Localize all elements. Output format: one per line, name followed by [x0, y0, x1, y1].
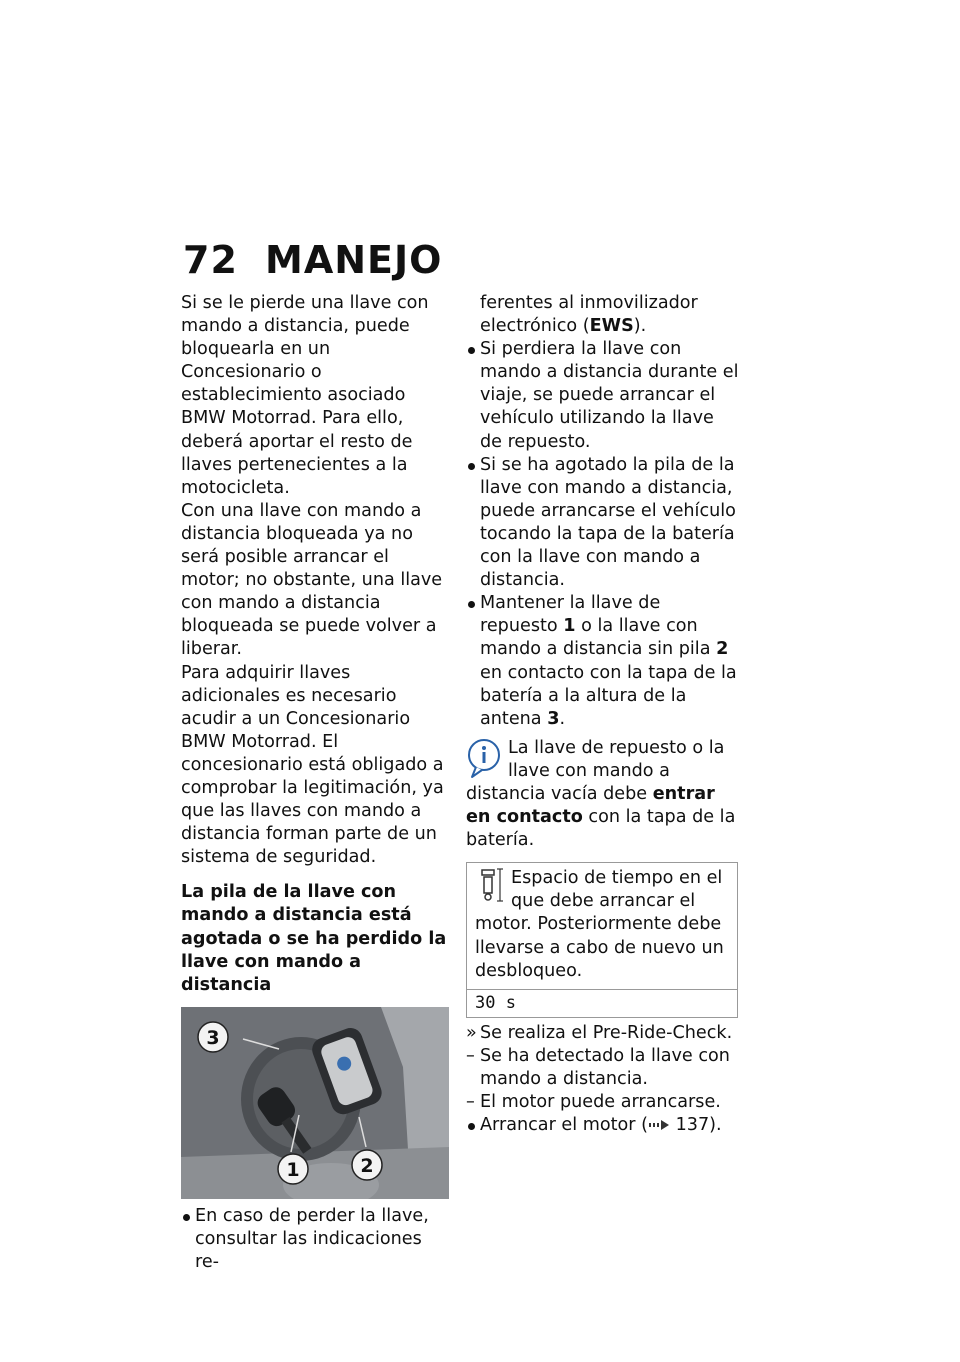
- page-title: MANEJO: [265, 238, 443, 282]
- table-description-row: [467, 863, 737, 988]
- ref-3: 3: [547, 708, 560, 729]
- callout-2: 2: [360, 1154, 374, 1177]
- page-header: [183, 238, 442, 282]
- bullet-item: Si se ha agotado la pila de la llave con mando a distancia, puede arrancarse el vehículo tocando la tapa de la batería con la llave con mando a distancia.: [466, 454, 740, 593]
- page-reference: 137: [675, 1115, 710, 1136]
- bullet-item: Arrancar el motor ( 137).: [466, 1114, 740, 1137]
- page-reference-arrow-icon: [648, 1118, 670, 1132]
- callout-3: 3: [206, 1026, 220, 1049]
- paragraph: Con una llave con mando a distancia bloqueada ya no será posible arrancar el motor; no obstante, una llave con mando a distancia bloqueada se puede volver a liberar.: [181, 500, 443, 660]
- left-column: [181, 292, 449, 1274]
- ews-term: EWS: [589, 316, 634, 337]
- bullet-item: En caso de perder la llave, consultar las indicaciones re-: [181, 1205, 449, 1274]
- bullet-item: Si perdiera la llave con mando a distancia durante el viaje, se puede arrancar el vehículo utilizando la llave de repuesto.: [466, 338, 740, 453]
- info-icon: [466, 737, 502, 779]
- ref-2: 2: [716, 639, 729, 660]
- key-figure-illustration: [181, 1007, 449, 1199]
- result-item: » Se realiza el Pre-Ride-Check.: [466, 1022, 740, 1045]
- result-item: – El motor puede arrancarse.: [466, 1091, 740, 1114]
- paragraph: Si se le pierde una llave con mando a distancia, puede bloquearla en un Concesionario o establecimiento asociado BMW Motorrad. Para ello, deberá aportar el resto de llaves pertenecientes a la motocicleta.: [181, 293, 429, 498]
- result-item: – Se ha detectado la llave con mando a distancia.: [466, 1045, 740, 1091]
- table-description: Espacio de tiempo en el que debe arrancar el motor. Posteriormente debe llevarse a cabo de nuevo un desbloqueo.: [475, 868, 724, 981]
- timing-table: [466, 862, 738, 1018]
- key-battery-figure: [181, 1007, 449, 1199]
- section-heading: La pila de la llave con mando a distancia está agotada o se ha perdido la llave con mando a distancia: [181, 882, 447, 995]
- right-column: [466, 292, 740, 1137]
- table-value: 30 s: [467, 989, 737, 1017]
- timer-icon: [475, 867, 505, 903]
- paragraph: Para adquirir llaves adicionales es necesario acudir a un Concesionario BMW Motorrad. El concesionario está obligado a comprobar la legitimación, ya que las llaves con mando a distancia forman parte de un sistema de seguridad.: [181, 662, 444, 868]
- paragraph-continued: ferentes al inmovilizador electrónico (EWS).: [480, 293, 698, 337]
- callout-1: 1: [286, 1158, 300, 1181]
- info-note: La llave de repuesto o la llave con mando a distancia vacía debe entrar en contacto con la tapa de la batería.: [466, 737, 736, 851]
- emphasis: entrar en contacto: [466, 783, 715, 828]
- bullet-item: Mantener la llave de repuesto 1 o la llave con mando a distancia sin pila 2 en contacto con la tapa de la batería a la altura de la antena 3.: [466, 592, 740, 731]
- page-number: 72: [183, 238, 238, 282]
- ref-1: 1: [563, 616, 576, 637]
